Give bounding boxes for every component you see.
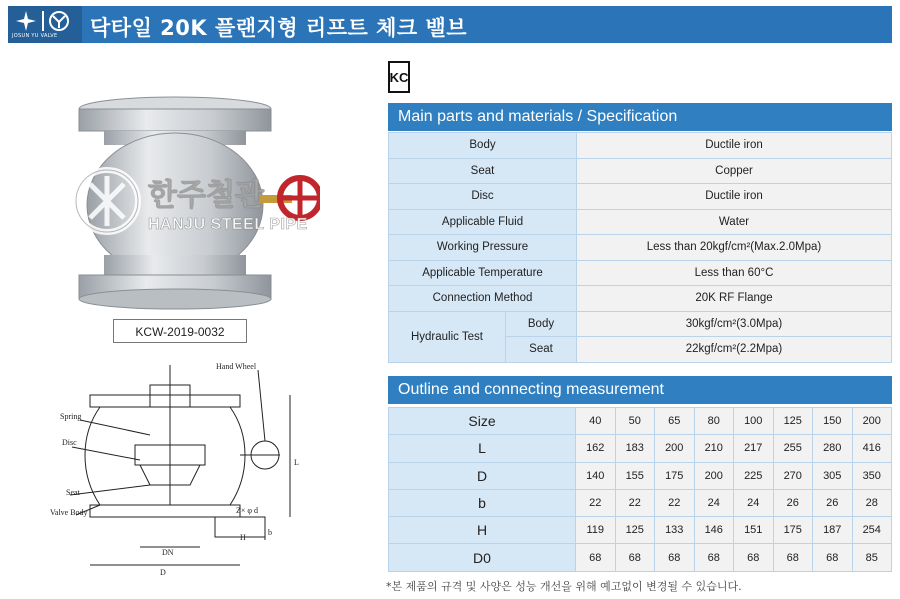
table-row [389,235,892,261]
table-row [389,489,892,516]
measure-cell: 68 [615,544,655,571]
measure-cell: 26 [813,489,853,516]
spec-table [388,132,892,363]
spec-value: Less than 60°C [577,260,892,286]
measure-cell: 68 [813,544,853,571]
label-b: b [268,528,272,537]
measure-label: H [389,517,576,544]
measure-cell: 26 [773,489,813,516]
spec-label: Working Pressure [389,235,577,261]
measure-label: L [389,435,576,462]
hydraulic-sub-value: 22kgf/cm²(2.2Mpa) [577,337,892,363]
measure-cell: 175 [655,462,695,489]
header-bar [8,6,892,43]
measure-cell: 187 [813,517,853,544]
measure-cell: 100 [734,408,774,435]
spec-value: Ductile iron [577,184,892,210]
label-d: D [160,568,166,577]
table-row [389,286,892,312]
spec-label: Seat [389,158,577,184]
hydraulic-test-label: Hydraulic Test [389,311,506,362]
spec-label: Body [389,133,577,159]
hydraulic-sub-value: 30kgf/cm²(3.0Mpa) [577,311,892,337]
measure-cell: 183 [615,435,655,462]
watermark-korean: 한주철관 [148,178,264,213]
label-zd: Z× φ d [236,506,259,515]
measure-label: Size [389,408,576,435]
measure-cell: 175 [773,517,813,544]
measure-cell: 416 [852,435,892,462]
table-row [389,311,892,337]
measure-cell: 254 [852,517,892,544]
measure-cell: 68 [576,544,616,571]
measure-cell: 350 [852,462,892,489]
measure-cell: 280 [813,435,853,462]
measure-cell: 68 [655,544,695,571]
spec-value: Less than 20kgf/cm²(Max.2.0Mpa) [577,235,892,261]
spec-label: Applicable Fluid [389,209,577,235]
spec-value: Ductile iron [577,133,892,159]
measure-cell: 85 [852,544,892,571]
spec-value: Copper [577,158,892,184]
measure-cell: 305 [813,462,853,489]
spec-label: Disc [389,184,577,210]
measure-cell: 24 [734,489,774,516]
logo-text: JOSUN YU VALVE [12,33,58,39]
measure-cell: 270 [773,462,813,489]
table-row [389,209,892,235]
table-row [389,408,892,435]
table-row [389,435,892,462]
measure-cell: 146 [694,517,734,544]
company-logo [8,6,82,43]
label-l: L [294,458,299,467]
measure-cell: 125 [615,517,655,544]
measure-cell: 162 [576,435,616,462]
measure-cell: 68 [694,544,734,571]
measure-cell: 68 [773,544,813,571]
watermark-logo [72,166,142,241]
table-row [389,260,892,286]
measure-cell: 22 [615,489,655,516]
page-title: 닥타일 20K 플랜지형 리프트 체크 밸브 [90,16,468,40]
valve-cross-section-drawing [40,355,360,585]
label-hand-wheel: Hand Wheel [216,362,257,371]
measure-cell: 28 [852,489,892,516]
spec-label: Applicable Temperature [389,260,577,286]
measure-label: b [389,489,576,516]
label-disc: Disc [62,438,77,447]
certificate-code: KCW-2019-0032 [113,319,247,343]
measure-cell: 155 [615,462,655,489]
measure-cell: 68 [734,544,774,571]
measure-cell: 217 [734,435,774,462]
table-row [389,517,892,544]
measure-cell: 200 [852,408,892,435]
measure-cell: 133 [655,517,695,544]
spec-label: Connection Method [389,286,577,312]
label-spring: Spring [60,412,82,421]
spec-section-title: Main parts and materials / Specification [388,103,892,131]
measure-cell: 255 [773,435,813,462]
measure-cell: 225 [734,462,774,489]
spec-value: Water [577,209,892,235]
label-dn: DN [162,548,174,557]
hydraulic-sub-label: Seat [506,337,577,363]
label-h: H [240,533,246,542]
svg-text:KC: KC [389,70,409,85]
table-row [389,158,892,184]
hydraulic-sub-label: Body [506,311,577,337]
measure-cell: 65 [655,408,695,435]
table-row [389,133,892,159]
measure-cell: 200 [694,462,734,489]
measure-cell: 125 [773,408,813,435]
kc-mark [387,60,411,99]
measure-section-title: Outline and connecting measurement [388,376,892,404]
disclaimer-note: *본 제품의 규격 및 사양은 성능 개선을 위해 예고없이 변경될 수 있습니다. [386,580,742,593]
table-row [389,184,892,210]
spec-value: 20K RF Flange [577,286,892,312]
measure-cell: 210 [694,435,734,462]
table-row [389,544,892,571]
measure-cell: 150 [813,408,853,435]
measurement-table [388,407,892,572]
label-valve-body: Valve Body [50,508,88,517]
watermark-english: HANJU STEEL PIPE [148,216,308,233]
measure-cell: 22 [576,489,616,516]
table-row [389,462,892,489]
measure-cell: 24 [694,489,734,516]
label-seat: Seat [66,488,80,497]
measure-cell: 151 [734,517,774,544]
measure-cell: 80 [694,408,734,435]
measure-cell: 140 [576,462,616,489]
measure-label: D0 [389,544,576,571]
measure-cell: 22 [655,489,695,516]
measure-cell: 50 [615,408,655,435]
measure-label: D [389,462,576,489]
measure-cell: 200 [655,435,695,462]
measure-cell: 40 [576,408,616,435]
measure-cell: 119 [576,517,616,544]
logo-icon [15,10,75,32]
